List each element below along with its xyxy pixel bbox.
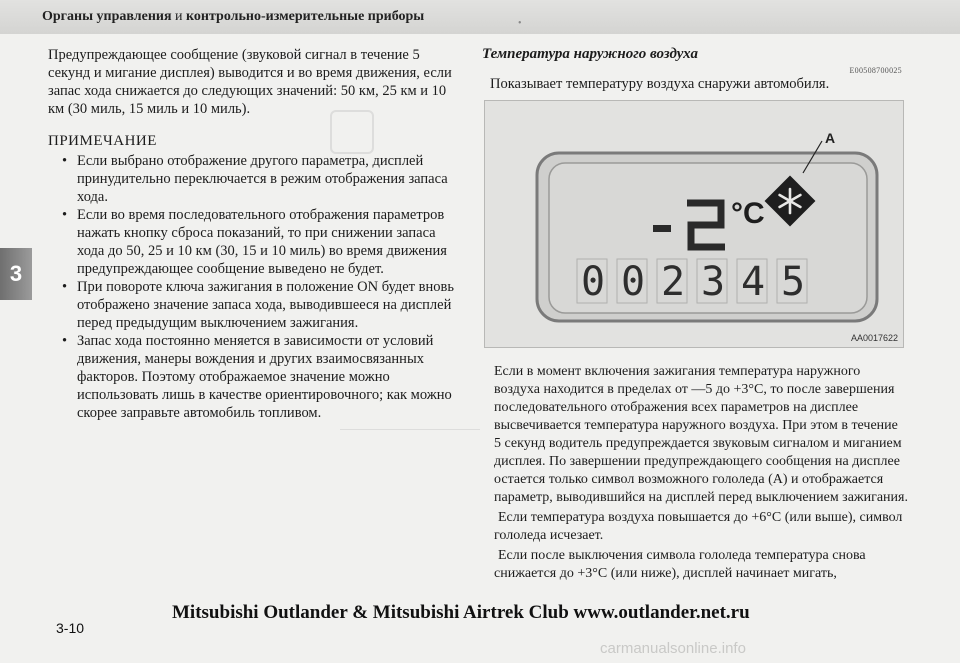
chapter-tab: 3 [0, 248, 32, 300]
page-number: 3-10 [56, 620, 85, 636]
minus-sign [653, 225, 671, 232]
note-item: • Запас хода постоянно меняется в зависимости от условий движения, манеры вождения и других взаимосвязанных факторов. Поэтому отображаемое значение можно использовать лишь в качестве ориентировочного; как можно скорее заправьте автомобиль топливом. [62, 332, 458, 422]
lcd-display-illustration [485, 101, 903, 347]
right-column-body [494, 363, 908, 583]
page-header [0, 0, 960, 34]
figure-code: AA0017622 [850, 333, 898, 343]
section-title: Температура наружного воздуха [482, 46, 698, 62]
header-dot: • [518, 18, 522, 29]
odometer-digit: 3 [701, 259, 726, 305]
note-item: • Если во время последовательного отображения параметров нажать кнопку сброса показаний, то при снижении запаса хода до 50, 25 и 10 км (30, 15 и 10 миль) во время движения предупреждающее сообщение выведено не будет. [62, 206, 458, 278]
warning-paragraph: Предупреждающее сообщение (звуковой сигнал в течение 5 секунд и мигание дисплея) выводится и во время движения, если запас хода снижается до следующих значений: 50 км, 25 км и 10 км (30 миль, 15 миль и 10 миль). [48, 47, 452, 117]
footer-site-link[interactable]: Mitsubishi Outlander & Mitsubishi Airtrek Club www.outlander.net.ru [172, 602, 750, 623]
display-figure [484, 100, 904, 348]
body-paragraph-2: Если температура воздуха повышается до +6°C (или выше), символ гололеда исчезает. [494, 510, 903, 543]
note-item: • Если выбрано отображение другого параметра, дисплей принудительно переключается в режим отображения запаса хода. [62, 152, 458, 206]
note-title: ПРИМЕЧАНИЕ [48, 133, 157, 149]
header-title-connector: и [175, 9, 183, 24]
header-title-part-2: контрольно-измерительные приборы [186, 9, 425, 24]
odometer-digit: 0 [581, 259, 606, 305]
celsius-unit: °C [731, 197, 765, 230]
odometer-digit: 5 [781, 259, 806, 305]
left-column [48, 46, 458, 422]
odometer-digit: 0 [621, 259, 646, 305]
body-paragraph-3: Если после выключения символа гололеда температура снова снижается до +3°C (или ниже), дисплей начинает мигать, [494, 548, 866, 581]
watermark: carmanualsonline.info [600, 640, 746, 657]
odometer-digit: 4 [741, 259, 766, 305]
note-item: • При повороте ключа зажигания в положение ON будет вновь отображено значение запаса хода, выводившееся на дисплей перед предыдущим выключением зажигания. [62, 278, 458, 332]
notes-list [48, 152, 458, 422]
header-title-part-1: Органы управления [42, 9, 172, 24]
odometer-digit: 2 [661, 259, 686, 305]
section-code: E00508700025 [849, 66, 902, 75]
label-a: A [825, 130, 836, 146]
body-paragraph-1: Если в момент включения зажигания температура наружного воздуха находится в пределах от —5 до +3°C, то после завершения последовательного отображения всех параметров на дисплее высвечивается температура наружного воздуха. При этом в течение 5 секунд водитель предупреждается звуковым сигналом и миганием дисплея. По завершении предупреждающего сообщения на дисплее остается только символ возможного гололеда (А) и отображается параметр, выводившийся на дисплей перед выключением зажигания. [494, 364, 908, 505]
section-intro: Показывает температуру воздуха снаружи автомобиля. [490, 76, 830, 92]
header-title [42, 9, 424, 25]
